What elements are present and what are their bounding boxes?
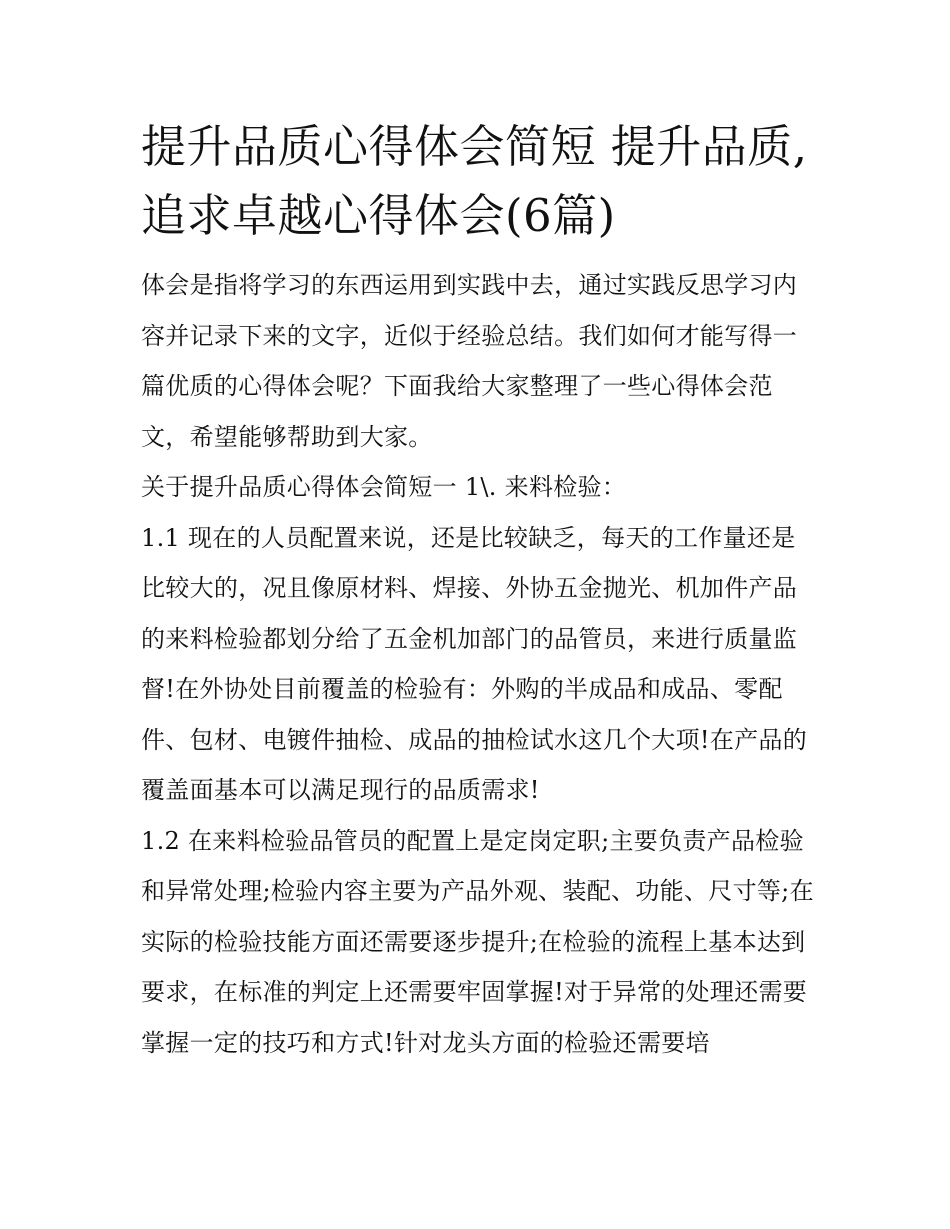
section-heading: 关于提升品质心得体会简短一 1\. 来料检验： bbox=[141, 473, 627, 501]
document-title: 提升品质心得体会简短 提升品质,追求卓越心得体会(6篇) bbox=[141, 120, 808, 242]
intro-paragraph: 体会是指将学习的东西运用到实践中去，通过实践反思学习内容并记录下来的文字，近似于经验总结。我们如何才能写得一篇优质的心得体会呢？下面我给大家整理了一些心得体会范文，希望能够帮助到大家。 bbox=[141, 271, 798, 451]
paragraph-1-2: 1.2 在来料检验品管员的配置上是定岗定职;主要负责产品检验和异常处理;检验内容主要为产品外观、装配、功能、尺寸等;在实际的检验技能方面还需要逐步提升;在检验的流程上基本达到要求，在标准的判定上还需要牢固掌握!对于异常的处理还需要掌握一定的技巧和方式!针对龙头方面的检验还需要培 bbox=[141, 826, 814, 1057]
document-page bbox=[141, 112, 816, 1068]
paragraph-1-1: 1.1 现在的人员配置来说，还是比较缺乏，每天的工作量还是比较大的，况且像原材料、焊接、外协五金抛光、机加件产品的来料检验都划分给了五金机加部门的品管员，来进行质量监督!在外协处目前覆盖的检验有：外购的半成品和成品、零配件、包材、电镀件抽检、成品的抽检试水这几个大项!在产品的覆盖面基本可以满足现行的品质需求! bbox=[141, 523, 808, 804]
